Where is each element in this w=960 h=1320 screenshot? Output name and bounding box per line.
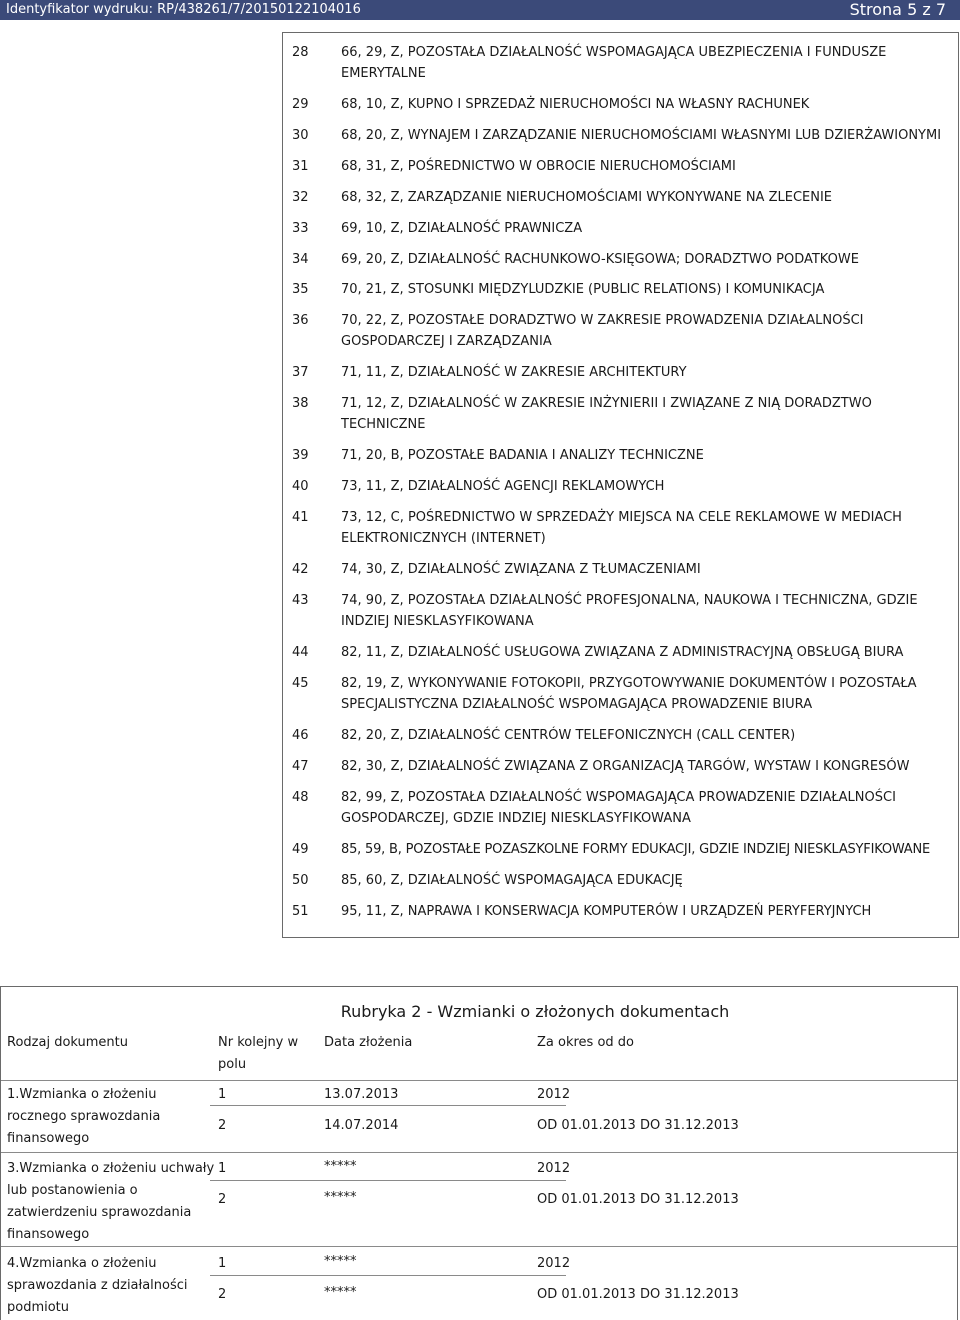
column-header-period: Za okres od do [537, 1035, 634, 1050]
entry-date: ***** [324, 1285, 357, 1300]
activity-description: 95, 11, Z, NAPRAWA I KONSERWACJA KOMPUTERÓW I URZĄDZEŃ PERYFERYJNYCH [341, 904, 872, 919]
column-header-document-type: Rodzaj dokumentu [7, 1035, 128, 1050]
divider [1, 1080, 957, 1081]
row-number: 33 [292, 221, 309, 236]
entry-date: ***** [324, 1159, 357, 1174]
row-number: 30 [292, 128, 309, 143]
row-number: 38 [292, 396, 309, 411]
row-number: 44 [292, 645, 309, 660]
entry-number: 1 [218, 1087, 227, 1102]
entry-number: 1 [218, 1256, 227, 1271]
divider [1, 1152, 957, 1153]
divider [210, 1105, 566, 1106]
row-number: 40 [292, 479, 309, 494]
activity-description: 85, 59, B, POZOSTAŁE POZASZKOLNE FORMY EDUKACJI, GDZIE INDZIEJ NIESKLASYFIKOWANE [341, 842, 931, 857]
activity-description: 70, 21, Z, STOSUNKI MIĘDZYLUDZKIE (PUBLIC RELATIONS) I KOMUNIKACJA [341, 282, 825, 297]
row-number: 48 [292, 790, 309, 805]
activity-description: 82, 99, Z, POZOSTAŁA DZIAŁALNOŚĆ WSPOMAGAJĄCA PROWADZENIE DZIAŁALNOŚCI GOSPODARCZEJ, GDZIE INDZIEJ NIESKLASYFIKOWANA [341, 790, 896, 826]
activity-description: 82, 19, Z, WYKONYWANIE FOTOKOPII, PRZYGOTOWYWANIE DOKUMENTÓW I POZOSTAŁA SPECJALISTYCZNA DZIAŁALNOŚĆ WSPOMAGAJĄCA PROWADZENIE BIURA [341, 676, 917, 712]
activity-description: 73, 11, Z, DZIAŁALNOŚĆ AGENCJI REKLAMOWYCH [341, 479, 665, 494]
document-type: 1.Wzmianka o złożeniu rocznego sprawozdania finansowego [7, 1087, 161, 1146]
row-number: 37 [292, 365, 309, 380]
entry-period: 2012 [537, 1161, 571, 1176]
entry-period: OD 01.01.2013 DO 31.12.2013 [537, 1118, 739, 1133]
row-number: 35 [292, 282, 309, 297]
pkd-activity-table [282, 32, 959, 938]
activity-description: 71, 11, Z, DZIAŁALNOŚĆ W ZAKRESIE ARCHITEKTURY [341, 365, 687, 380]
row-number: 49 [292, 842, 309, 857]
entry-number: 2 [218, 1192, 227, 1207]
entry-period: OD 01.01.2013 DO 31.12.2013 [537, 1287, 739, 1302]
document-type: 3.Wzmianka o złożeniu uchwały lub postanowienia o zatwierdzeniu sprawozdania finansowego [7, 1161, 215, 1242]
entry-number: 2 [218, 1287, 227, 1302]
row-number: 29 [292, 97, 309, 112]
entry-period: 2012 [537, 1256, 571, 1271]
activity-description: 69, 10, Z, DZIAŁALNOŚĆ PRAWNICZA [341, 221, 583, 236]
row-number: 41 [292, 510, 309, 525]
row-number: 51 [292, 904, 309, 919]
print-header-bar [0, 0, 960, 20]
row-number: 50 [292, 873, 309, 888]
activity-description: 68, 31, Z, POŚREDNICTWO W OBROCIE NIERUCHOMOŚCIAMI [341, 159, 736, 174]
row-number: 43 [292, 593, 309, 608]
entry-period: 2012 [537, 1087, 571, 1102]
entry-date: 13.07.2013 [324, 1087, 399, 1102]
activity-description: 70, 22, Z, POZOSTAŁE DORADZTWO W ZAKRESIE PROWADZENIA DZIAŁALNOŚCI GOSPODARCZEJ I ZARZĄDZANIA [341, 313, 864, 349]
row-number: 32 [292, 190, 309, 205]
row-number: 36 [292, 313, 309, 328]
activity-description: 74, 90, Z, POZOSTAŁA DZIAŁALNOŚĆ PROFESJONALNA, NAUKOWA I TECHNICZNA, GDZIE INDZIEJ NIESKLASYFIKOWANA [341, 593, 918, 629]
row-number: 31 [292, 159, 309, 174]
print-identifier: Identyfikator wydruku: RP/438261/7/20150122104016 [6, 2, 361, 17]
divider [210, 1275, 566, 1276]
activity-description: 66, 29, Z, POZOSTAŁA DZIAŁALNOŚĆ WSPOMAGAJĄCA UBEZPIECZENIA I FUNDUSZE EMERYTALNE [341, 45, 887, 81]
row-number: 47 [292, 759, 309, 774]
row-number: 46 [292, 728, 309, 743]
column-header-date: Data złożenia [324, 1035, 413, 1050]
column-header-number: Nr kolejny w polu [218, 1035, 299, 1072]
page-number: Strona 5 z 7 [849, 0, 946, 19]
activity-description: 85, 60, Z, DZIAŁALNOŚĆ WSPOMAGAJĄCA EDUKACJĘ [341, 873, 683, 888]
entry-period: OD 01.01.2013 DO 31.12.2013 [537, 1192, 739, 1207]
row-number: 39 [292, 448, 309, 463]
row-number: 45 [292, 676, 309, 691]
activity-description: 74, 30, Z, DZIAŁALNOŚĆ ZWIĄZANA Z TŁUMACZENIAMI [341, 562, 701, 577]
activity-description: 73, 12, C, POŚREDNICTWO W SPRZEDAŻY MIEJSCA NA CELE REKLAMOWE W MEDIACH ELEKTRONICZNYCH (INTERNET) [341, 510, 902, 546]
activity-description: 68, 32, Z, ZARZĄDZANIE NIERUCHOMOŚCIAMI WYKONYWANE NA ZLECENIE [341, 190, 833, 205]
entry-date: 14.07.2014 [324, 1118, 399, 1133]
row-number: 28 [292, 45, 309, 60]
activity-description: 82, 11, Z, DZIAŁALNOŚĆ USŁUGOWA ZWIĄZANA Z ADMINISTRACYJNĄ OBSŁUGĄ BIURA [341, 645, 904, 660]
entry-date: ***** [324, 1190, 357, 1205]
entry-date: ***** [324, 1254, 357, 1269]
document-type: 4.Wzmianka o złożeniu sprawozdania z działalności podmiotu [7, 1256, 188, 1315]
row-number: 42 [292, 562, 309, 577]
row-number: 34 [292, 252, 309, 267]
activity-description: 71, 12, Z, DZIAŁALNOŚĆ W ZAKRESIE INŻYNIERII I ZWIĄZANE Z NIĄ DORADZTWO TECHNICZNE [341, 396, 872, 432]
activity-description: 68, 20, Z, WYNAJEM I ZARZĄDZANIE NIERUCHOMOŚCIAMI WŁASNYMI LUB DZIERŻAWIONYMI [341, 128, 942, 143]
activity-description: 71, 20, B, POZOSTAŁE BADANIA I ANALIZY TECHNICZNE [341, 448, 704, 463]
activity-description: 68, 10, Z, KUPNO I SPRZEDAŻ NIERUCHOMOŚCI NA WŁASNY RACHUNEK [341, 97, 810, 112]
activity-description: 82, 30, Z, DZIAŁALNOŚĆ ZWIĄZANA Z ORGANIZACJĄ TARGÓW, WYSTAW I KONGRESÓW [341, 759, 910, 774]
divider [210, 1180, 566, 1181]
activity-description: 69, 20, Z, DZIAŁALNOŚĆ RACHUNKOWO-KSIĘGOWA; DORADZTWO PODATKOWE [341, 252, 859, 267]
activity-description: 82, 20, Z, DZIAŁALNOŚĆ CENTRÓW TELEFONICZNYCH (CALL CENTER) [341, 728, 796, 743]
entry-number: 2 [218, 1118, 227, 1133]
section-title: Rubryka 2 - Wzmianki o złożonych dokumentach [340, 1002, 730, 1021]
entry-number: 1 [218, 1161, 227, 1176]
divider [1, 1246, 957, 1247]
